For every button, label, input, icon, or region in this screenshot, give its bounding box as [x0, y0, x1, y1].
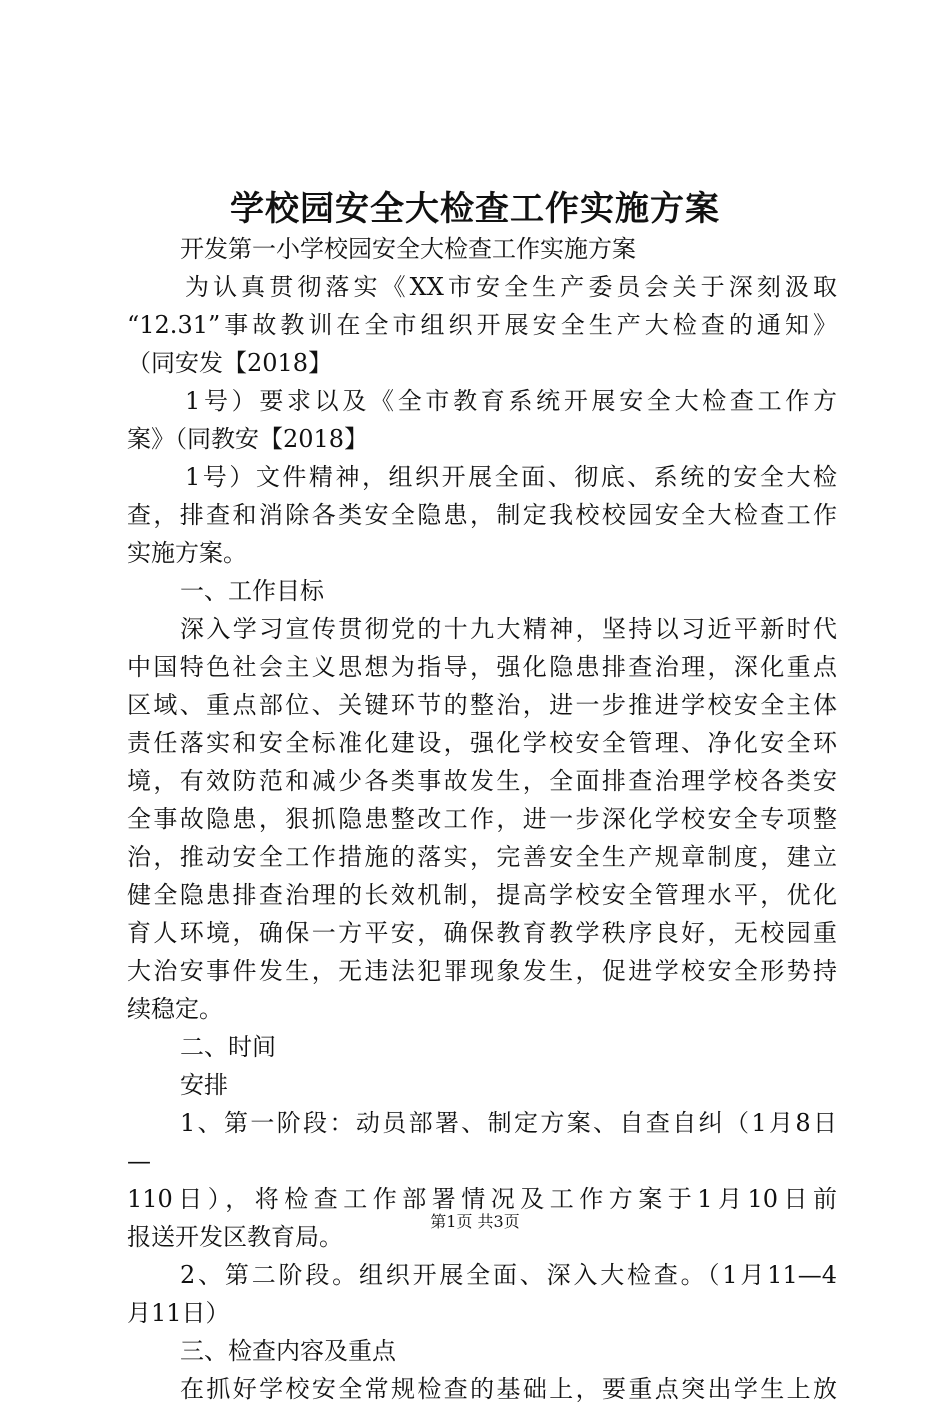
paragraph-line: 为认真贯彻落实《XX市安全生产委员会关于深刻汲取: [185, 273, 837, 301]
paragraph-line: “12.31”事故教训在全市组织开展安全生产大检查的通知》: [127, 311, 837, 339]
section-heading: 安排: [180, 1071, 228, 1099]
paragraph-line: 1号）文件精神，组织开展全面、彻底、系统的安全大检: [185, 463, 837, 491]
paragraph-line: 在抓好学校安全常规检查的基础上，要重点突出学生上放: [180, 1375, 837, 1403]
paragraph-line: 案》（同教安【2018】: [127, 425, 369, 453]
paragraph-line: 深入学习宣传贯彻党的十九大精神，坚持以习近平新时代: [180, 615, 837, 643]
document-title: 学校园安全大检查工作实施方案: [230, 189, 720, 229]
paragraph-line: 境，有效防范和减少各类事故发生，全面排查治理学校各类安: [127, 767, 837, 795]
paragraph-line: 110日），将检查工作部署情况及工作方案于1月10日前: [127, 1185, 837, 1213]
paragraph-line: 1、第一阶段：动员部署、制定方案、自查自纠（1月8日: [180, 1109, 837, 1137]
paragraph-line: 健全隐患排查治理的长效机制，提高学校安全管理水平，优化: [127, 881, 837, 909]
paragraph-line: 查，排查和消除各类安全隐患，制定我校校园安全大检查工作: [127, 501, 837, 529]
paragraph-line: 全事故隐患，狠抓隐患整改工作，进一步深化学校安全专项整: [127, 805, 837, 833]
paragraph-line: 1号）要求以及《全市教育系统开展安全大检查工作方: [185, 387, 837, 415]
paragraph-line: 治，推动安全工作措施的落实，完善安全生产规章制度，建立: [127, 843, 837, 871]
paragraph-line: 区域、重点部位、关键环节的整治，进一步推进学校安全主体: [127, 691, 837, 719]
page-footer: 第1页 共3页: [430, 1212, 520, 1231]
paragraph-line: 责任落实和安全标准化建设，强化学校安全管理、净化安全环: [127, 729, 837, 757]
section-heading: 二、时间: [180, 1033, 276, 1061]
paragraph-line: 大治安事件发生，无违法犯罪现象发生，促进学校安全形势持: [127, 957, 837, 985]
paragraph-line: 育人环境，确保一方平安，确保教育教学秩序良好，无校园重: [127, 919, 837, 947]
section-heading: 三、检查内容及重点: [180, 1337, 396, 1365]
paragraph-line: 中国特色社会主义思想为指导，强化隐患排查治理，深化重点: [127, 653, 837, 681]
paragraph-line: 2、第二阶段。组织开展全面、深入大检查。（1月11—4: [180, 1261, 837, 1289]
paragraph-line: —: [127, 1147, 151, 1175]
paragraph-line: 续稳定。: [127, 995, 223, 1023]
subtitle-line: 开发第一小学校园安全大检查工作实施方案: [180, 235, 636, 263]
paragraph-line: 月11日）: [127, 1299, 230, 1327]
paragraph-line: 实施方案。: [127, 539, 247, 567]
section-heading: 一、工作目标: [180, 577, 324, 605]
paragraph-line: （同安发【2018】: [127, 349, 333, 377]
paragraph-line: 报送开发区教育局。: [127, 1223, 343, 1251]
